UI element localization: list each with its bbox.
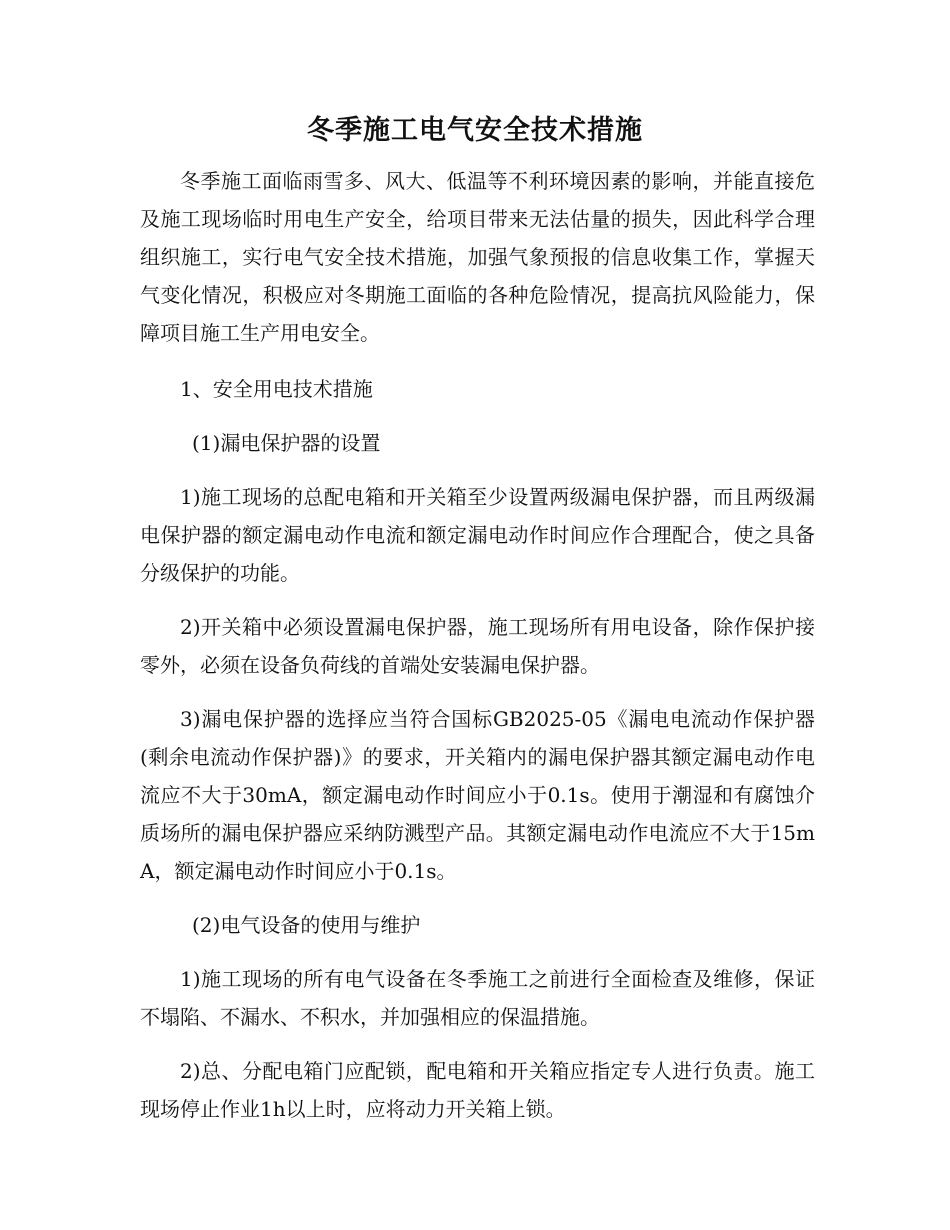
paragraph-1-1: 1)施工现场的总配电箱和开关箱至少设置两级漏电保护器，而且两级漏电保护器的额定漏电动作电流和额定漏电动作时间应作合理配合，使之具备分级保护的功能。	[140, 485, 815, 585]
document-body	[140, 162, 815, 1144]
subsection-heading-2: (2)电气设备的使用与维护	[192, 913, 421, 937]
section-heading-1: 1、安全用电技术措施	[180, 377, 373, 401]
document-title: 冬季施工电气安全技术措施	[307, 115, 643, 146]
paragraph-2-2: 2)总、分配电箱门应配锁，配电箱和开关箱应指定专人进行负责。施工现场停止作业1h以上时，应将动力开关箱上锁。	[140, 1059, 815, 1121]
paragraph-2-1: 1)施工现场的所有电气设备在冬季施工之前进行全面检查及维修，保证不塌陷、不漏水、不积水，并加强相应的保温措施。	[140, 967, 815, 1029]
paragraph-1-2: 2)开关箱中必须设置漏电保护器，施工现场所有用电设备，除作保护接零外，必须在设备负荷线的首端处安装漏电保护器。	[140, 615, 815, 677]
intro-paragraph: 冬季施工面临雨雪多、风大、低温等不利环境因素的影响，并能直接危及施工现场临时用电生产安全，给项目带来无法估量的损失，因此科学合理组织施工，实行电气安全技术措施，加强气象预报的信息收集工作，掌握天气变化情况，积极应对冬期施工面临的各种危险情况，提高抗风险能力，保障项目施工生产用电安全。	[140, 169, 815, 345]
paragraph-1-3: 3)漏电保护器的选择应当符合国标GB2025-05《漏电电流动作保护器(剩余电流动作保护器)》的要求，开关箱内的漏电保护器其额定漏电动作电流应不大于30mA，额定漏电动作时间应小于0.1s。使用于潮湿和有腐蚀介质场所的漏电保护器应采纳防溅型产品。其额定漏电动作电流应不大于15mA，额定漏电动作时间应小于0.1s。	[140, 707, 815, 883]
subsection-heading-1: (1)漏电保护器的设置	[192, 431, 381, 455]
